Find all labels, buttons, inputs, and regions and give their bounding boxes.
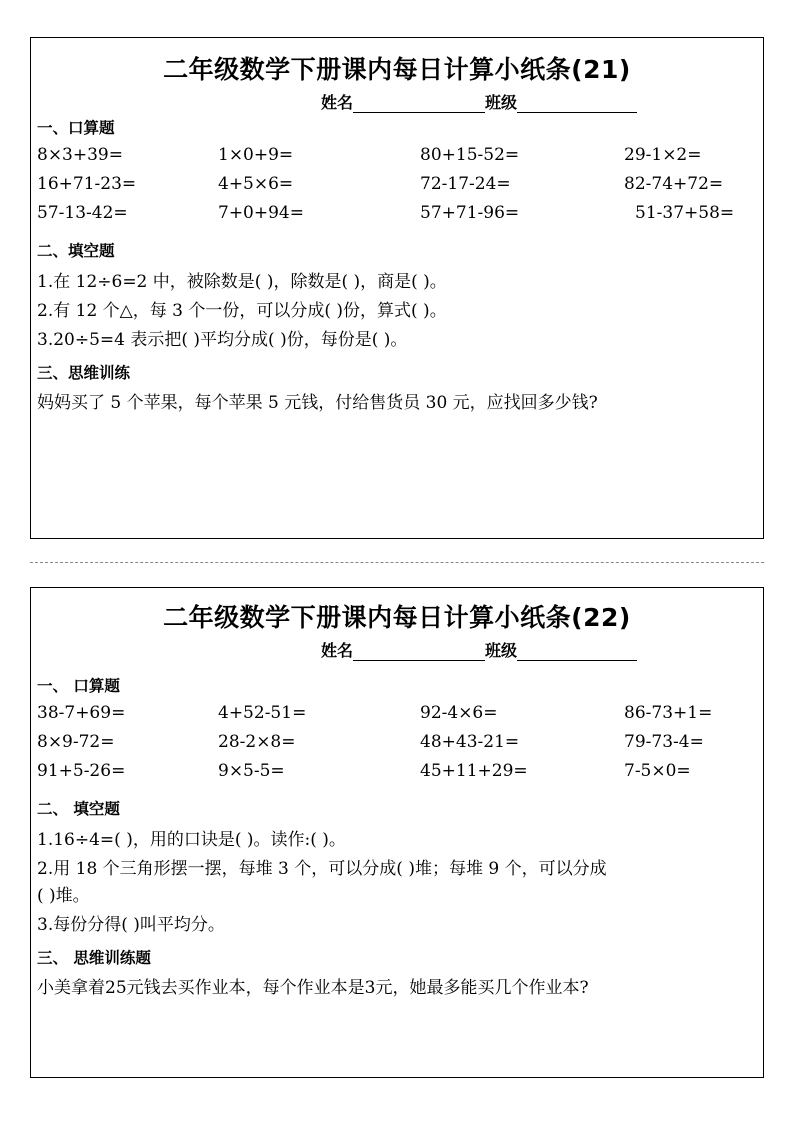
section-heading-thinking: 三、思维训练 — [37, 364, 131, 382]
calc-item: 4+52-51= — [218, 703, 307, 723]
calc-item: 1×0+9= — [218, 145, 294, 165]
calc-item: 57-13-42= — [37, 203, 128, 223]
calc-item: 4+5×6= — [218, 174, 294, 194]
calc-item: 8×3+39= — [37, 145, 123, 165]
fill-blank-question: 1.16÷4=( )，用的口诀是( )。读作:( )。 — [37, 830, 346, 850]
calc-item: 45+11+29= — [420, 761, 528, 781]
class-blank[interactable] — [517, 94, 637, 113]
name-label: 姓名 — [321, 93, 354, 112]
section-heading-fill-blank: 二、 填空题 — [37, 800, 120, 818]
calc-row — [37, 761, 762, 785]
name-blank[interactable] — [353, 642, 485, 661]
calc-row — [37, 703, 762, 727]
calc-item: 16+71-23= — [37, 174, 137, 194]
fill-blank-question: 3.20÷5=4 表示把( )平均分成( )份，每份是( )。 — [37, 330, 408, 350]
calc-item: 9×5-5= — [218, 761, 285, 781]
calc-item: 7-5×0= — [624, 761, 691, 781]
calc-item: 86-73+1= — [624, 703, 713, 723]
calc-item: 51-37+58= — [635, 203, 735, 223]
fill-blank-question: 1.在 12÷6=2 中，被除数是( )，除数是( )，商是( )。 — [37, 272, 447, 292]
word-problem: 妈妈买了 5 个苹果，每个苹果 5 元钱，付给售货员 30 元，应找回多少钱? — [37, 393, 598, 413]
calc-item: 48+43-21= — [420, 732, 520, 752]
name-class-line — [321, 638, 637, 661]
class-blank[interactable] — [517, 642, 637, 661]
calc-row — [37, 174, 762, 198]
calc-row — [37, 203, 762, 227]
calc-item: 80+15-52= — [420, 145, 520, 165]
fill-blank-question: 2.用 18 个三角形摆一摆，每堆 3 个，可以分成( )堆；每堆 9 个，可以分成 — [37, 859, 607, 879]
worksheet-title: 二年级数学下册课内每日计算小纸条(22) — [163, 603, 631, 632]
calc-item: 92-4×6= — [420, 703, 498, 723]
calc-item: 79-73-4= — [624, 732, 704, 752]
calc-item: 38-7+69= — [37, 703, 126, 723]
worksheet-card-21 — [30, 37, 764, 539]
section-heading-oral-calc: 一、口算题 — [37, 119, 115, 137]
calc-item: 28-2×8= — [218, 732, 296, 752]
name-class-line — [321, 90, 637, 113]
calc-item: 91+5-26= — [37, 761, 126, 781]
calc-item: 72-17-24= — [420, 174, 511, 194]
fill-blank-question-continued: ( )堆。 — [37, 886, 90, 906]
calc-item: 8×9-72= — [37, 732, 115, 752]
class-label: 班级 — [485, 93, 518, 112]
calc-item: 57+71-96= — [420, 203, 520, 223]
worksheet-title: 二年级数学下册课内每日计算小纸条(21) — [163, 55, 631, 84]
worksheet-card-22 — [30, 587, 764, 1078]
cut-line — [30, 562, 764, 563]
calc-row — [37, 732, 762, 756]
section-heading-fill-blank: 二、填空题 — [37, 242, 115, 260]
section-heading-oral-calc: 一、 口算题 — [37, 677, 120, 695]
fill-blank-question: 3.每份分得( )叫平均分。 — [37, 915, 225, 935]
section-heading-thinking: 三、 思维训练题 — [37, 949, 151, 967]
calc-row — [37, 145, 762, 169]
calc-item: 7+0+94= — [218, 203, 304, 223]
calc-item: 82-74+72= — [624, 174, 724, 194]
calc-item: 29-1×2= — [624, 145, 702, 165]
fill-blank-question: 2.有 12 个△，每 3 个一份，可以分成( )份，算式( )。 — [37, 301, 447, 321]
word-problem: 小美拿着25元钱去买作业本，每个作业本是3元，她最多能买几个作业本? — [37, 978, 589, 998]
class-label: 班级 — [485, 641, 518, 660]
name-blank[interactable] — [353, 94, 485, 113]
name-label: 姓名 — [321, 641, 354, 660]
